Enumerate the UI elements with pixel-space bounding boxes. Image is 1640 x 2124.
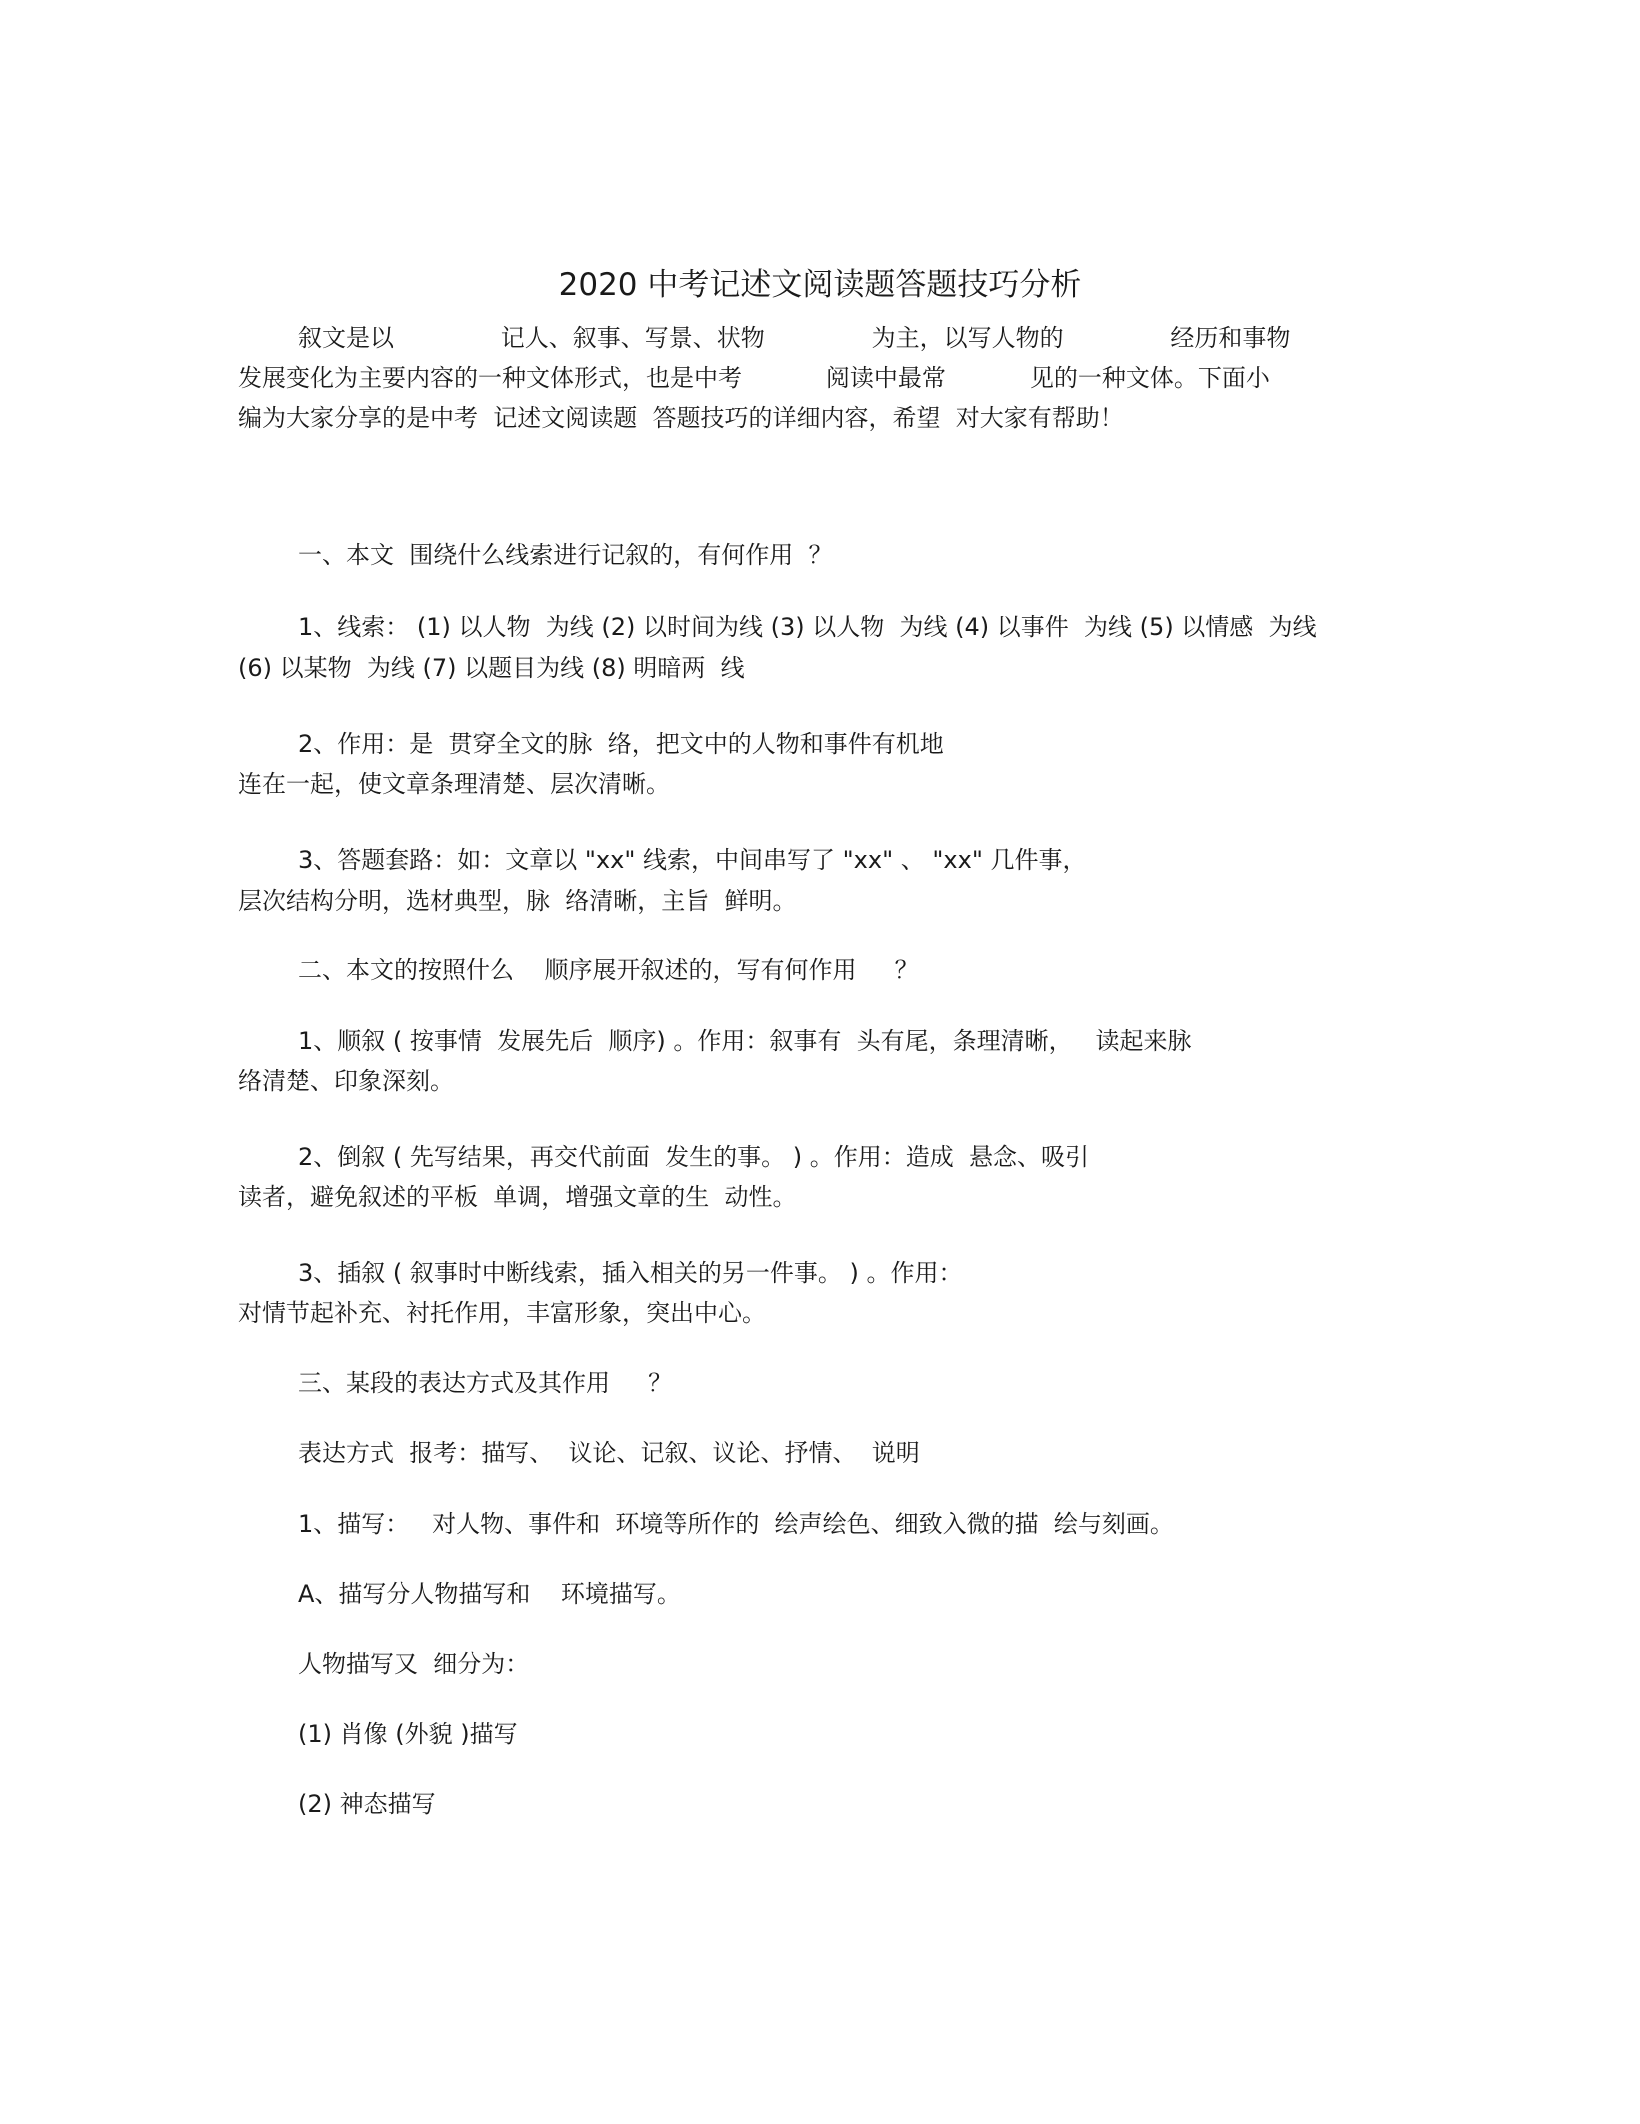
intro-line-3: 编为大家分享的是中考 记述文阅读题 答题技巧的详细内容，希望 对大家有帮助！: [238, 404, 1124, 432]
section3-sub1: (1) 肖像 (外貌 )描写: [298, 1720, 518, 1748]
section1-item1-line1: 1、线索： (1) 以人物 为线 (2) 以时间为线 (3) 以人物 为线 (4) 以事件 为线 (5) 以情感 为线: [298, 613, 1317, 641]
section3-itemA: A、描写分人物描写和 环境描写。: [298, 1580, 681, 1608]
section3-item1: 1、描写： 对人物、事件和 环境等所作的 绘声绘色、细致入微的描 绘与刻画。: [298, 1510, 1174, 1538]
section1-heading: 一、本文 围绕什么线索进行记叙的，有何作用 ？: [298, 541, 833, 569]
section2-heading: 二、本文的按照什么 顺序展开叙述的，写有何作用 ？: [298, 956, 919, 984]
section3-sub2: (2) 神态描写: [298, 1790, 436, 1818]
section3-heading: 三、某段的表达方式及其作用 ？: [298, 1369, 673, 1397]
section2-item1-line1: 1、顺叙 ( 按事情 发展先后 顺序) 。作用：叙事有 头有尾，条理清晰， 读起来脉: [298, 1027, 1192, 1055]
section1-item2-line2: 连在一起，使文章条理清楚、层次清晰。: [238, 770, 670, 798]
section1-item2-line1: 2、作用：是 贯穿全文的脉 络，把文中的人物和事件有机地: [298, 730, 944, 758]
section2-item2-line1: 2、倒叙 ( 先写结果，再交代前面 发生的事。 ) 。作用：造成 悬念、吸引: [298, 1143, 1090, 1171]
section1-item1-line2: (6) 以某物 为线 (7) 以题目为线 (8) 明暗两 线: [238, 654, 745, 682]
section3-subdivide: 人物描写又 细分为：: [298, 1650, 530, 1678]
section2-item2-line2: 读者，避免叙述的平板 单调，增强文章的生 动性。: [238, 1183, 797, 1211]
section3-modes: 表达方式 报考：描写、 议论、记叙、议论、抒情、 说明: [298, 1439, 920, 1467]
section2-item1-line2: 络清楚、印象深刻。: [238, 1067, 454, 1095]
intro-line-1: 叙文是以 记人、叙事、写景、状物 为主，以写人物的 经历和事物: [298, 324, 1291, 352]
section1-item3-line2: 层次结构分明，选材典型，脉 络清晰，主旨 鲜明。: [238, 887, 797, 915]
document-title: 2020 中考记述文阅读题答题技巧分析: [558, 267, 1082, 303]
section2-item3-line1: 3、插叙 ( 叙事时中断线索，插入相关的另一件事。 ) 。作用：: [298, 1259, 963, 1287]
section1-item3-line1: 3、答题套路：如：文章以 "xx" 线索，中间串写了 "xx" 、 "xx" 几件事，: [298, 846, 1087, 874]
section2-item3-line2: 对情节起补充、衬托作用，丰富形象，突出中心。: [238, 1299, 766, 1327]
intro-line-2: 发展变化为主要内容的一种文体形式，也是中考 阅读中最常 见的一种文体。下面小: [238, 364, 1270, 392]
